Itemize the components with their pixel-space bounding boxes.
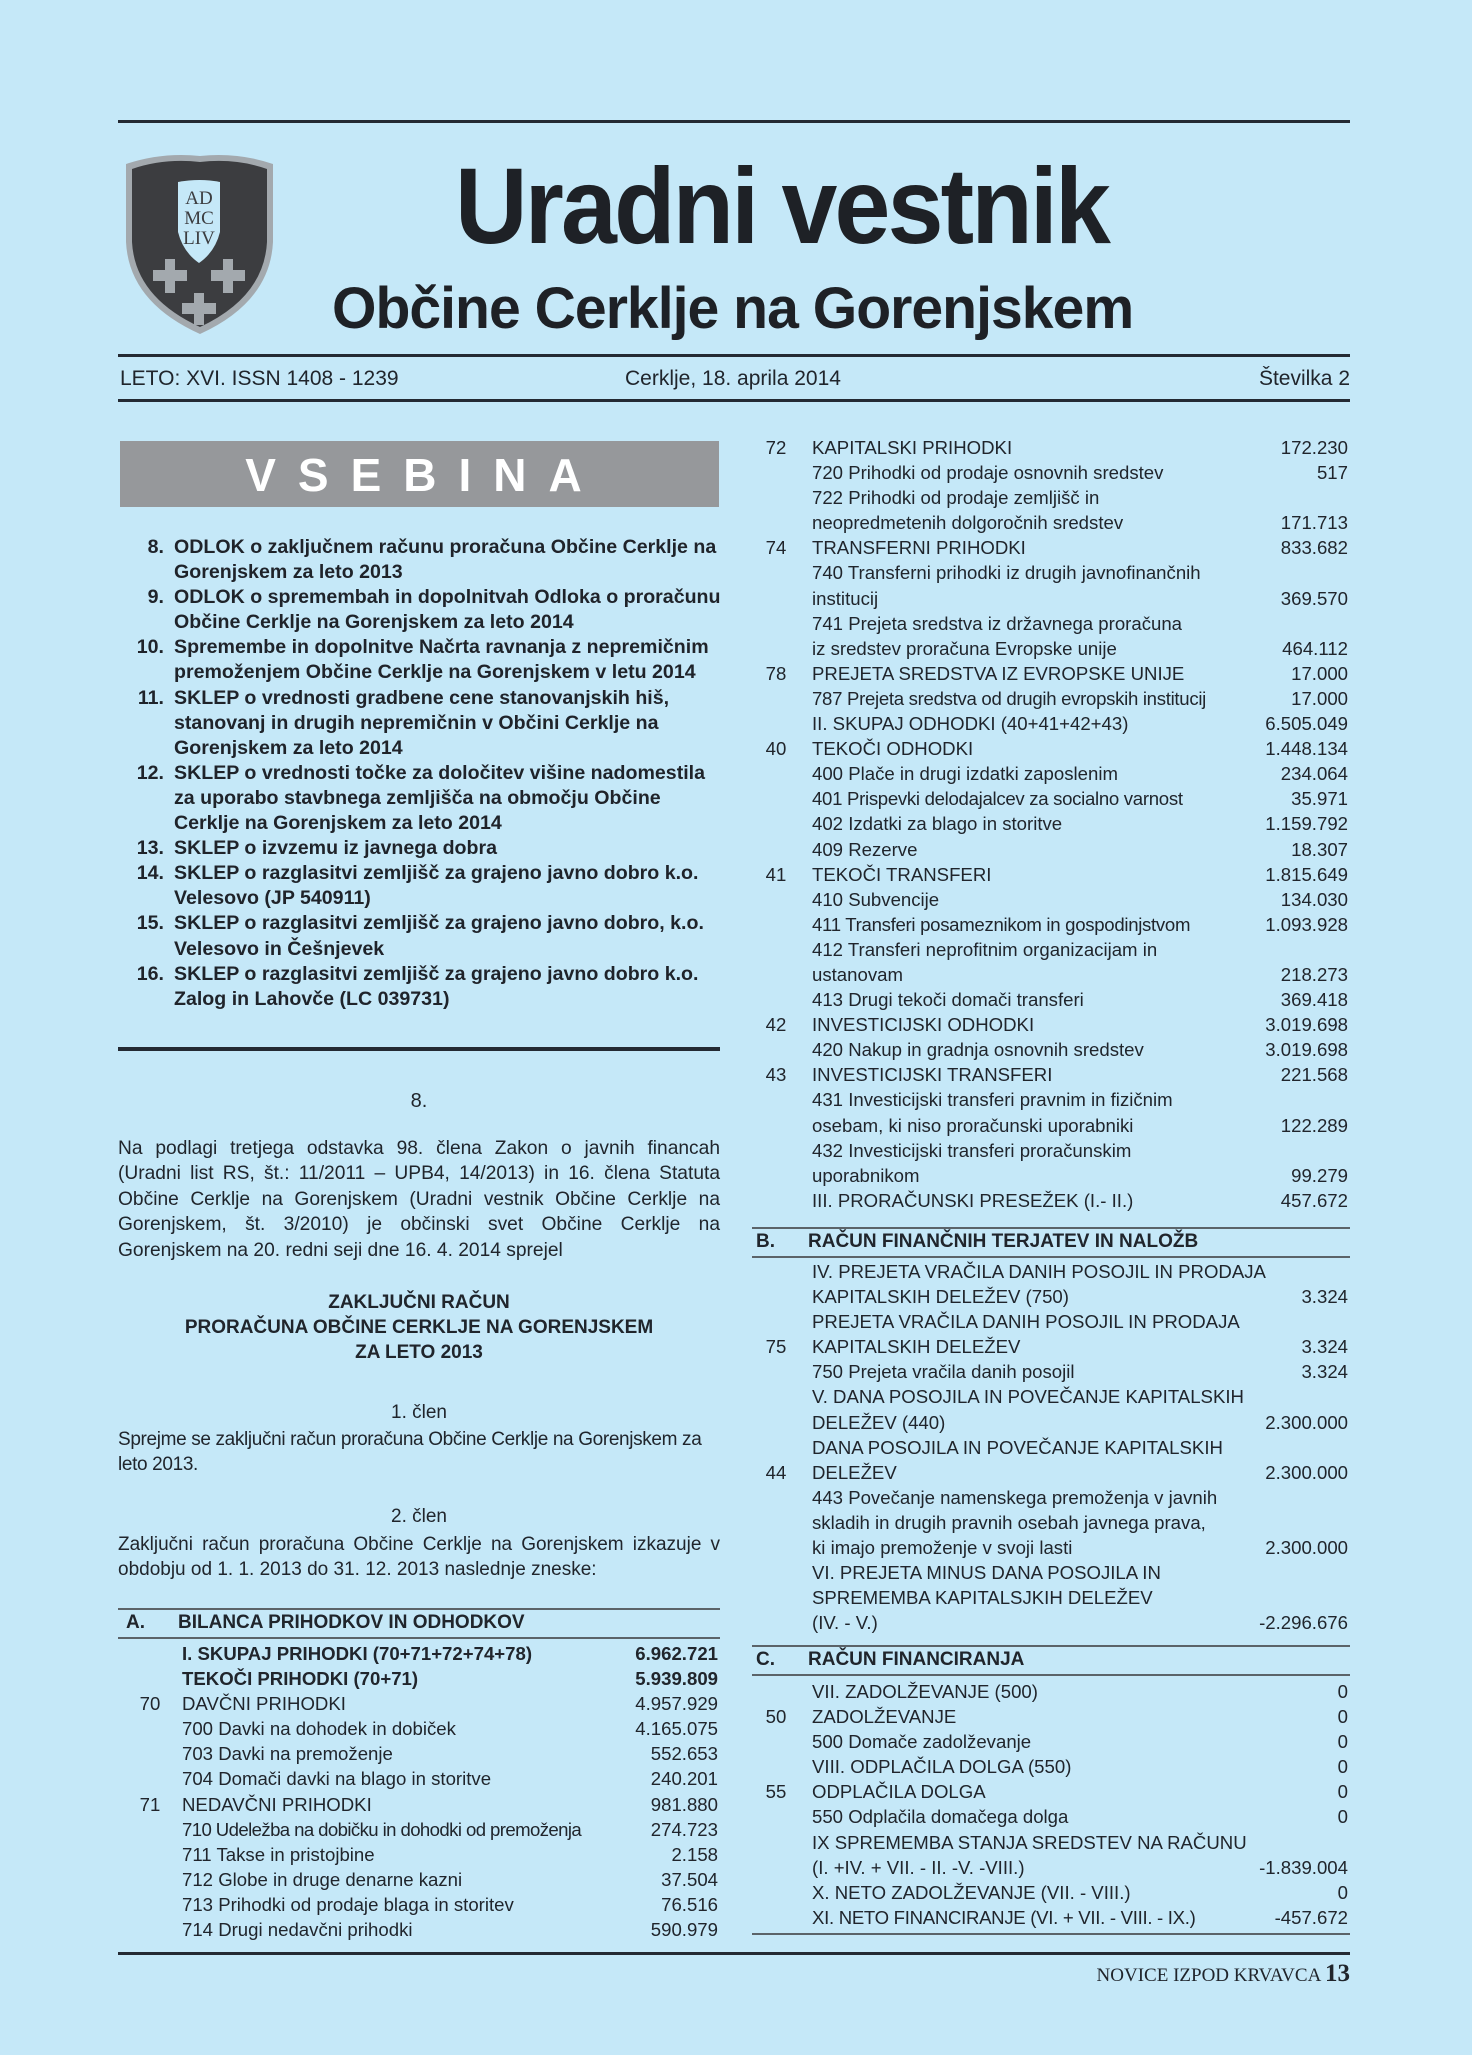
account-label: TEKOČI PRIHODKI (70+71) <box>182 1668 419 1690</box>
table-row <box>740 1435 1348 1485</box>
table-row <box>740 1309 1348 1359</box>
toc-item-number: 10. <box>136 636 164 659</box>
toc-end-rule <box>118 1047 720 1051</box>
account-code: 78 <box>765 662 787 684</box>
toc-item[interactable] <box>124 861 724 911</box>
table-row <box>740 1062 1348 1087</box>
account-label: TRANSFERNI PRIHODKI <box>812 537 1026 559</box>
account-label: 411 Transferi posameznikom in gospodinjstvom <box>812 913 1191 935</box>
account-label: 713 Prihodki od prodaje blaga in storitev <box>182 1893 514 1915</box>
amount-value: 6.962.721 <box>635 1643 718 1664</box>
account-label: 500 Domače zadolževanje <box>812 1731 1032 1753</box>
clen-2-text: Zaključni račun proračuna Občine Cerklje na Gorenjskem izkazuje v obdobju od 1. 1. 2013 do 31. 12. 2013 naslednje zneske: <box>118 1534 720 1580</box>
table-row <box>740 1188 1348 1213</box>
amount-value: 3.324 <box>1301 1336 1348 1358</box>
table-row <box>740 661 1348 686</box>
account-label: II. SKUPAJ ODHODKI (40+41+42+43) <box>812 713 1129 735</box>
table-row <box>740 485 1348 535</box>
issue-number: Številka 2 <box>1258 367 1350 390</box>
table-row <box>740 711 1348 736</box>
table-row <box>740 460 1348 485</box>
amount-value: -1.839.004 <box>1259 1856 1348 1878</box>
amount-value: 0 <box>1337 1806 1348 1828</box>
toc-item-text: SKLEP o vrednosti gradbene cene stanovanjskih hiš, stanovanj in drugih nepremičnin v Občini Cerklje na Gorenjskem za leto 2014 <box>174 686 670 759</box>
amount-value: 134.030 <box>1280 888 1348 910</box>
clen-2-heading: 2. člen <box>391 1506 447 1527</box>
volume-issn: LETO: XVI. ISSN 1408 - 1239 <box>120 367 399 390</box>
account-code: 50 <box>765 1706 787 1728</box>
account-label: 432 Investicijski transferi proračunskim uporabnikom <box>812 1139 1132 1186</box>
table-row <box>740 1485 1348 1560</box>
amount-value: 0 <box>1337 1881 1348 1903</box>
amount-value: 3.324 <box>1301 1286 1348 1308</box>
issue-date: Cerklje, 18. aprila 2014 <box>625 367 841 390</box>
amount-value: 369.418 <box>1280 989 1348 1011</box>
publication-subtitle: Občine Cerklje na Gorenjskem <box>332 276 1134 341</box>
account-code: 70 <box>139 1693 161 1715</box>
toc-item-text: SKLEP o izvzemu iz javnega dobra <box>174 837 498 860</box>
toc-item[interactable] <box>124 836 724 861</box>
section-b-header <box>748 1229 1348 1254</box>
account-label: 550 Odplačila domačega dolga <box>812 1806 1069 1828</box>
account-label: 787 Prejeta sredstva od drugih evropskih institucij <box>812 687 1206 709</box>
account-label: VII. ZADOLŽEVANJE (500) <box>812 1681 1038 1702</box>
section-b-letter: B. <box>756 1231 775 1252</box>
account-label: TEKOČI TRANSFERI <box>812 863 992 885</box>
section-a-rows-right <box>740 435 1348 1213</box>
section-c-header <box>748 1647 1348 1672</box>
toc-item-number: 13. <box>136 837 164 860</box>
table-row <box>740 1704 1348 1729</box>
account-label: 740 Transferni prihodki iz drugih javnofinančnih institucij <box>812 562 1201 609</box>
amount-value: 369.570 <box>1280 587 1348 609</box>
account-code: 55 <box>765 1781 787 1803</box>
account-code: 74 <box>765 537 787 559</box>
section-b-title: RAČUN FINANČNIH TERJATEV IN NALOŽB <box>808 1231 1199 1252</box>
amount-value: 464.112 <box>1282 637 1348 659</box>
amount-value: 122.289 <box>1280 1114 1348 1136</box>
article-title-line: PRORAČUNA OBČINE CERKLJE NA GORENJSKEM <box>184 1317 654 1338</box>
section-a-bottom-rule <box>118 1637 720 1639</box>
table-row <box>740 887 1348 912</box>
amount-value: 552.653 <box>650 1743 718 1765</box>
clen-1-text: Sprejme se zaključni račun proračuna Občine Cerklje na Gorenjskem za leto 2013. <box>118 1429 702 1475</box>
page-footer <box>1097 1960 1350 1988</box>
toc-item-number: 14. <box>136 862 164 885</box>
toc-item-text: ODLOK o spremembah in dopolnitvah Odloka o proračunu Občine Cerklje na Gorenjskem za leto 2014 <box>174 586 721 634</box>
account-label: 722 Prihodki od prodaje zemljišč in neopredmetenih dolgoročnih sredstev <box>812 487 1124 534</box>
table-row <box>118 1666 718 1691</box>
section-a-header <box>118 1610 720 1635</box>
amount-value: 1.815.649 <box>1265 863 1348 885</box>
amount-value: 2.300.000 <box>1265 1461 1348 1483</box>
account-label: IV. PREJETA VRAČILA DANIH POSOJIL IN PRODAJA KAPITALSKIH DELEŽEV (750) <box>812 1261 1266 1308</box>
amount-value: 833.682 <box>1280 537 1348 559</box>
table-row <box>118 1917 718 1942</box>
table-row <box>740 1905 1348 1930</box>
table-row <box>740 761 1348 786</box>
account-label: III. PRORAČUNSKI PRESEŽEK (I.- II.) <box>812 1189 1134 1211</box>
table-row <box>118 1716 718 1741</box>
table-row <box>740 1729 1348 1754</box>
section-c-rows <box>740 1679 1348 1930</box>
table-row <box>740 1560 1348 1635</box>
article-title-line: ZAKLJUČNI RAČUN <box>328 1292 510 1313</box>
account-label: 711 Takse in pristojbine <box>182 1843 375 1865</box>
crest-text-ad: AD <box>185 188 213 209</box>
toc-item[interactable] <box>124 585 724 635</box>
table-row <box>118 1842 718 1867</box>
table-row <box>118 1691 718 1716</box>
section-a-letter: A. <box>126 1612 145 1633</box>
amount-value: 2.300.000 <box>1265 1537 1348 1559</box>
account-label: 420 Nakup in gradnja osnovnih sredstev <box>812 1039 1144 1061</box>
amount-value: 981.880 <box>650 1793 718 1815</box>
account-label: DANA POSOJILA IN POVEČANJE KAPITALSKIH DELEŽEV <box>812 1436 1223 1483</box>
account-label: 700 Davki na dohodek in dobiček <box>182 1718 456 1740</box>
toc-item-number: 11. <box>137 686 164 709</box>
toc-item-number: 12. <box>136 761 164 784</box>
account-label: ODPLAČILA DOLGA <box>812 1781 986 1803</box>
account-code: 44 <box>765 1461 787 1483</box>
account-label: X. NETO ZADOLŽEVANJE (VII. - VIII.) <box>812 1881 1131 1903</box>
table-row <box>740 686 1348 711</box>
footer-publication: NOVICE IZPOD KRVAVCA <box>1096 1965 1321 1986</box>
table-row <box>740 1359 1348 1384</box>
account-code: 42 <box>765 1014 787 1036</box>
top-rule <box>118 120 1350 123</box>
amount-value: 590.979 <box>650 1919 718 1941</box>
account-label: 413 Drugi tekoči domači transferi <box>812 989 1084 1011</box>
account-label: ZADOLŽEVANJE <box>812 1706 957 1728</box>
section-a-title: BILANCA PRIHODKOV IN ODHODKOV <box>178 1612 525 1633</box>
toc-item-text: Spremembe in dopolnitve Načrta ravnanja z nepremičnim premoženjem Občine Cerklje na Gorenjskem v letu 2014 <box>174 636 709 684</box>
account-label: INVESTICIJSKI TRANSFERI <box>812 1064 1053 1086</box>
amount-value: 457.672 <box>1280 1189 1348 1211</box>
toc-item[interactable] <box>124 535 724 585</box>
account-label: V. DANA POSOJILA IN POVEČANJE KAPITALSKIH DELEŽEV (440) <box>812 1386 1244 1433</box>
account-label: 443 Povečanje namenskega premoženja v javnih skladih in drugih pravnih osebah javnega prava, ki imajo premoženje v svoji lasti <box>812 1486 1218 1559</box>
toc-item-number: 15. <box>136 912 164 935</box>
account-label: 401 Prispevki delodajalcev za socialno varnost <box>812 788 1183 810</box>
account-label: PREJETA VRAČILA DANIH POSOJIL IN PRODAJA KAPITALSKIH DELEŽEV <box>812 1311 1240 1358</box>
page-number: 13 <box>1325 1960 1350 1987</box>
account-label: 704 Domači davki na blago in storitve <box>182 1768 492 1790</box>
account-label: 712 Globe in druge denarne kazni <box>182 1868 463 1890</box>
table-row <box>740 1259 1348 1309</box>
toc-item-number: 16. <box>136 962 164 985</box>
amount-value: 234.064 <box>1280 763 1348 785</box>
table-row <box>118 1817 718 1842</box>
account-label: TEKOČI ODHODKI <box>812 738 974 760</box>
table-row <box>740 1830 1348 1880</box>
amount-value: 17.000 <box>1291 687 1348 709</box>
account-label: 714 Drugi nedavčni prihodki <box>182 1919 413 1941</box>
account-label: I. SKUPAJ PRIHODKI (70+71+72+74+78) <box>182 1643 533 1664</box>
article-title <box>118 1290 720 1365</box>
amount-value: 0 <box>1337 1731 1348 1753</box>
toc-item[interactable] <box>124 911 724 961</box>
table-row <box>740 1138 1348 1188</box>
table-row <box>740 1087 1348 1137</box>
table-row <box>118 1892 718 1917</box>
table-row <box>740 1679 1348 1704</box>
amount-value: 1.448.134 <box>1265 738 1348 760</box>
amount-value: 1.093.928 <box>1265 913 1348 935</box>
toc-item[interactable] <box>124 635 724 685</box>
publication-title: Uradni vestnik <box>455 145 1109 266</box>
amount-value: 218.273 <box>1280 963 1348 985</box>
table-row <box>740 611 1348 661</box>
amount-value: 0 <box>1337 1706 1348 1728</box>
account-code: 71 <box>139 1793 161 1815</box>
table-row <box>740 1012 1348 1037</box>
account-label: XI. NETO FINANCIRANJE (VI. + VII. - VIII. - IX.) <box>812 1906 1196 1928</box>
amount-value: 517 <box>1316 462 1348 484</box>
table-row <box>118 1867 718 1892</box>
article-title-line: ZA LETO 2013 <box>355 1342 483 1363</box>
table-row <box>740 1880 1348 1905</box>
amount-value: 172.230 <box>1280 437 1348 458</box>
toc-item-number: 8. <box>147 536 164 558</box>
amount-value: 0 <box>1337 1756 1348 1778</box>
amount-value: 0 <box>1337 1681 1348 1702</box>
meta-bottom-rule <box>118 399 1350 402</box>
article-preamble: Na podlagi tretjega odstavka 98. člena Zakon o javnih financah (Uradni list RS, št.: 11/2011 – UPB4, 14/2013) in 16. člena Statuta Občine Cerklje na Gorenjskem (Uradni vestnik Občine Cerklje na Gorenjskem, št. 3/2010) je občinski svet Občine Cerklje na Gorenjskem na 20. redni seji dne 16. 4. 2014 sprejel <box>118 1138 720 1261</box>
section-b-rows <box>740 1259 1348 1635</box>
crest-text-mc: MC <box>184 208 214 229</box>
amount-value: 17.000 <box>1291 662 1348 684</box>
table-row <box>740 912 1348 937</box>
account-label: 400 Plače in drugi izdatki zaposlenim <box>812 763 1118 785</box>
table-row <box>740 1779 1348 1804</box>
article-number: 8. <box>410 1090 428 1112</box>
amount-value: 3.324 <box>1301 1361 1348 1383</box>
section-c-letter: C. <box>756 1649 775 1670</box>
amount-value: 4.957.929 <box>635 1693 718 1715</box>
table-row <box>740 937 1348 987</box>
account-label: VI. PREJETA MINUS DANA POSOJILA IN SPREMEMBA KAPITALSJKIH DELEŽEV (IV. - V.) <box>812 1562 1161 1634</box>
amount-value: 18.307 <box>1291 838 1348 860</box>
amount-value: 35.971 <box>1291 788 1348 810</box>
meta-top-rule <box>118 354 1350 357</box>
section-c-end-rule <box>752 1933 1350 1935</box>
toc-item-text: ODLOK o zaključnem računu proračuna Občine Cerklje na Gorenjskem za leto 2013 <box>174 536 717 584</box>
table-row <box>740 1804 1348 1829</box>
municipal-crest-logo <box>122 152 277 337</box>
crest-text-liv: LIV <box>183 228 215 249</box>
amount-value: 3.019.698 <box>1265 1014 1348 1036</box>
amount-value: 2.300.000 <box>1265 1411 1348 1433</box>
table-row <box>118 1741 718 1766</box>
table-row <box>740 862 1348 887</box>
toc-heading-box <box>120 441 719 507</box>
table-row <box>740 1384 1348 1434</box>
section-b-bottom-rule <box>752 1256 1350 1258</box>
amount-value: 99.279 <box>1291 1164 1348 1186</box>
account-label: PREJETA SREDSTVA IZ EVROPSKE UNIJE <box>812 662 1185 684</box>
account-label: 750 Prejeta vračila danih posojil <box>812 1361 1075 1383</box>
amount-value: 221.568 <box>1280 1064 1348 1086</box>
account-label: 703 Davki na premoženje <box>182 1743 393 1765</box>
table-row <box>118 1766 718 1791</box>
table-of-contents <box>124 535 724 1012</box>
account-label: DAVČNI PRIHODKI <box>182 1693 346 1715</box>
account-code: 43 <box>765 1064 787 1086</box>
table-row <box>740 736 1348 761</box>
section-c-title: RAČUN FINANCIRANJA <box>808 1649 1025 1670</box>
account-label: 741 Prejeta sredstva iz državnega proračuna iz sredstev proračuna Evropske unije <box>812 612 1183 659</box>
account-label: KAPITALSKI PRIHODKI <box>812 437 1013 458</box>
table-row <box>740 811 1348 836</box>
toc-item[interactable] <box>124 962 724 1012</box>
toc-heading: VSEBINA <box>245 449 604 501</box>
amount-value: 274.723 <box>650 1818 718 1840</box>
account-label: NEDAVČNI PRIHODKI <box>182 1793 372 1815</box>
account-code: 40 <box>765 738 787 760</box>
table-row <box>118 1641 718 1666</box>
account-code: 41 <box>765 863 787 885</box>
amount-value: 6.505.049 <box>1265 713 1348 735</box>
account-label: IX SPREMEMBA STANJA SREDSTEV NA RAČUNU (I. +IV. + VII. - II. -V. -VIII.) <box>812 1831 1247 1878</box>
table-row <box>118 1792 718 1817</box>
amount-value: 240.201 <box>650 1768 718 1790</box>
account-code: 72 <box>765 437 787 458</box>
account-label: 720 Prihodki od prodaje osnovnih sredstev <box>812 462 1164 484</box>
amount-value: 0 <box>1337 1781 1348 1803</box>
table-row <box>740 435 1348 460</box>
table-row <box>740 1037 1348 1062</box>
clen-1-heading: 1. člen <box>391 1402 447 1423</box>
footer-rule <box>118 1952 1350 1955</box>
toc-item-text: SKLEP o vrednosti točke za določitev višine nadomestila za uporabo stavbnega zemljišča na območju Občine Cerklje na Gorenjskem za leto 2014 <box>174 761 706 835</box>
account-label: 412 Transferi neprofitnim organizacijam in ustanovam <box>812 938 1158 985</box>
table-row <box>740 837 1348 862</box>
toc-item-text: SKLEP o razglasitvi zemljišč za grajeno javno dobro, k.o. Velesovo in Češnjevek <box>174 912 704 960</box>
table-row <box>740 786 1348 811</box>
account-label: 402 Izdatki za blago in storitve <box>812 813 1063 835</box>
amount-value: -2.296.676 <box>1259 1612 1348 1634</box>
amount-value: 3.019.698 <box>1265 1039 1348 1061</box>
toc-item-text: SKLEP o razglasitvi zemljišč za grajeno javno dobro k.o. Velesovo (JP 540911) <box>174 862 699 910</box>
section-c-bottom-rule <box>752 1674 1350 1676</box>
toc-item[interactable] <box>124 761 724 836</box>
toc-item-number: 9. <box>147 586 164 609</box>
table-row <box>740 560 1348 610</box>
amount-value: 5.939.809 <box>635 1668 718 1690</box>
amount-value: 37.504 <box>661 1868 718 1890</box>
account-label: 431 Investicijski transferi pravnim in fizičnim osebam, ki niso proračunski uporabniki <box>812 1089 1173 1136</box>
account-label: 409 Rezerve <box>812 838 918 860</box>
account-label: INVESTICIJSKI ODHODKI <box>812 1014 1035 1036</box>
amount-value: 1.159.792 <box>1265 813 1348 835</box>
table-row <box>740 987 1348 1012</box>
amount-value: 4.165.075 <box>635 1718 718 1740</box>
table-row <box>740 1754 1348 1779</box>
amount-value: -457.672 <box>1274 1906 1348 1928</box>
account-label: 710 Udeležba na dobičku in dohodki od premoženja <box>182 1818 582 1840</box>
amount-value: 2.158 <box>671 1843 718 1865</box>
amount-value: 171.713 <box>1280 512 1348 534</box>
table-row <box>740 535 1348 560</box>
toc-item[interactable] <box>124 686 724 761</box>
account-label: 410 Subvencije <box>812 888 940 910</box>
account-label: VIII. ODPLAČILA DOLGA (550) <box>812 1756 1072 1778</box>
section-a-rows-left <box>118 1641 718 1942</box>
toc-item-text: SKLEP o razglasitvi zemljišč za grajeno javno dobro k.o. Zalog in Lahovče (LC 039731) <box>174 962 699 1010</box>
amount-value: 76.516 <box>661 1893 718 1915</box>
account-code: 75 <box>765 1336 787 1358</box>
